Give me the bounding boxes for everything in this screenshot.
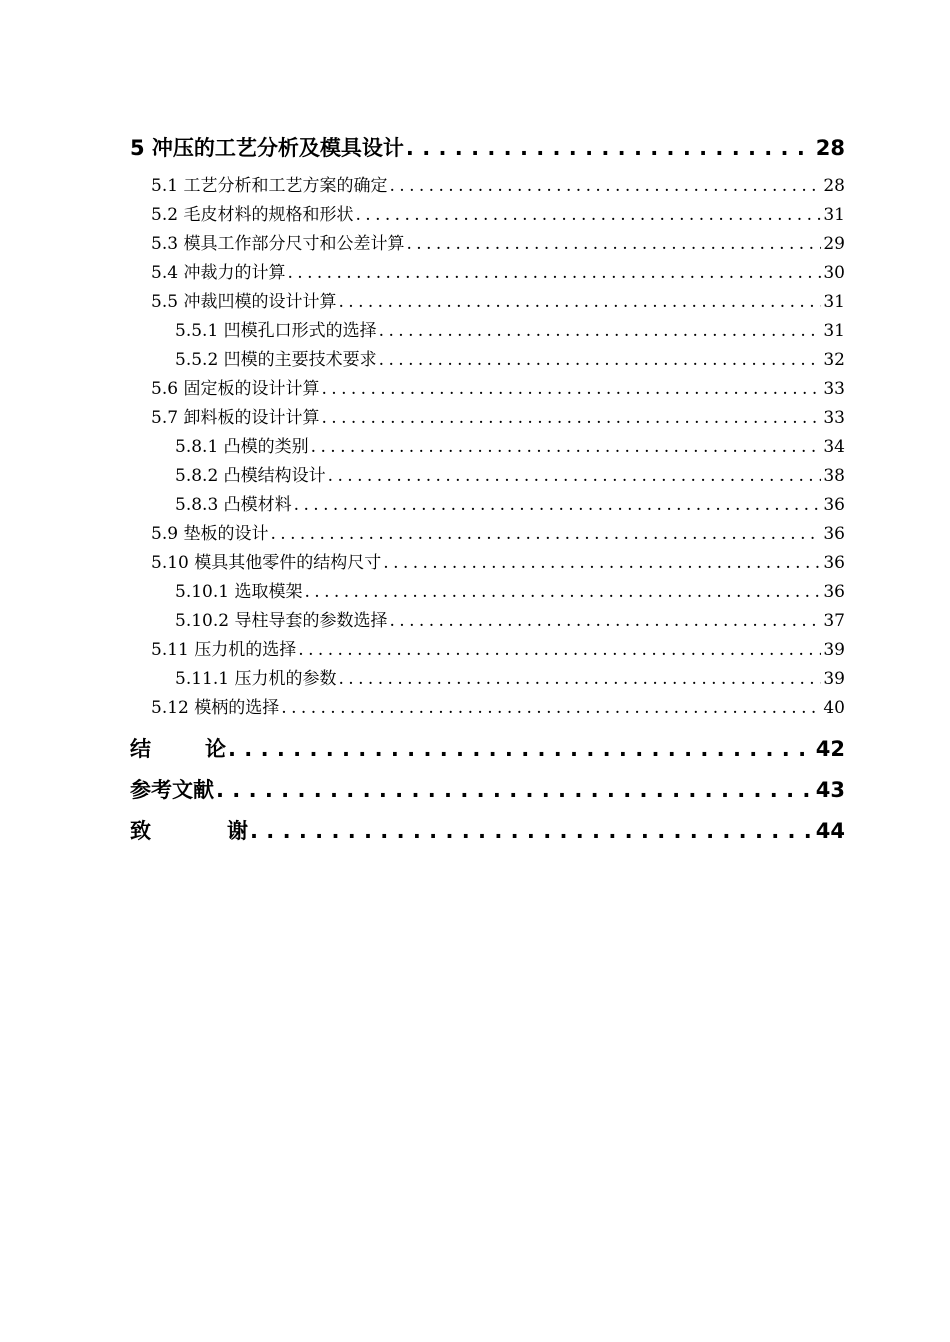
toc-entry-title: 5.4 冲裁力的计算 [151, 263, 286, 283]
toc-entry-page: 40 [823, 698, 845, 718]
toc-entry-page: 30 [823, 263, 845, 283]
toc-entry-5-12[interactable] [130, 694, 845, 723]
dot-leader [406, 230, 821, 259]
toc-entry-5-2[interactable] [130, 201, 845, 230]
toc-entry-title: 5.8.1 凸模的类别 [175, 437, 309, 457]
toc-entry-5-11[interactable] [130, 636, 845, 665]
toc-entry-title: 5.6 固定板的设计计算 [151, 379, 320, 399]
toc-entry-5-3[interactable] [130, 230, 845, 259]
toc-entry-page: 33 [823, 379, 845, 399]
dot-leader [383, 549, 821, 578]
toc-entry-5-10-1[interactable] [130, 578, 845, 607]
toc-entry-5-11-1[interactable] [130, 665, 845, 694]
dot-leader [304, 578, 821, 607]
toc-entry-page: 29 [823, 234, 845, 254]
toc-entry-page: 37 [823, 611, 845, 631]
toc-entry-5-8-2[interactable] [130, 462, 845, 491]
toc-entry-title: 5.3 模具工作部分尺寸和公差计算 [151, 234, 405, 254]
dot-leader [281, 694, 821, 723]
toc-entry-page: 28 [815, 136, 845, 160]
toc-entry-page: 28 [823, 176, 845, 196]
dot-leader [216, 773, 814, 807]
dot-leader [379, 346, 822, 375]
toc-entry-title: 5.11 压力机的选择 [151, 640, 297, 660]
toc-entry-page: 31 [823, 292, 845, 312]
dot-leader [321, 404, 821, 433]
dot-leader [270, 520, 821, 549]
dot-leader [328, 462, 822, 491]
toc-entry-page: 44 [815, 819, 845, 843]
dot-leader [311, 433, 822, 462]
toc-entry-page: 38 [823, 466, 845, 486]
toc-entry-title: 5.8.3 凸模材料 [175, 495, 292, 515]
dot-leader [406, 131, 814, 165]
toc-entry-page: 36 [823, 553, 845, 573]
toc-entry-page: 31 [823, 205, 845, 225]
dot-leader [287, 259, 821, 288]
toc-entry-title: 致 谢 [130, 819, 248, 843]
dot-leader [338, 288, 821, 317]
toc-entry-chapter-5[interactable] [130, 131, 845, 172]
toc-entry-5-5-1[interactable] [130, 317, 845, 346]
toc-entry-title: 5.2 毛皮材料的规格和形状 [151, 205, 354, 225]
toc-entry-page: 33 [823, 408, 845, 428]
toc-entry-5-10-2[interactable] [130, 607, 845, 636]
toc-entry-references[interactable] [130, 773, 845, 814]
toc-entry-page: 42 [815, 737, 845, 761]
toc-entry-title: 5.5.1 凹模孔口形式的选择 [175, 321, 377, 341]
toc-entry-thanks[interactable] [130, 814, 845, 855]
toc-entry-5-8-3[interactable] [130, 491, 845, 520]
toc-entry-5-7[interactable] [130, 404, 845, 433]
toc-entry-5-4[interactable] [130, 259, 845, 288]
toc-entry-title: 5 冲压的工艺分析及模具设计 [130, 136, 404, 160]
toc-entry-page: 36 [823, 495, 845, 515]
toc-entry-5-1[interactable] [130, 172, 845, 201]
dot-leader [389, 172, 821, 201]
toc-entry-title: 5.10 模具其他零件的结构尺寸 [151, 553, 382, 573]
toc-entry-page: 32 [823, 350, 845, 370]
toc-entry-title: 5.5.2 凹模的主要技术要求 [175, 350, 377, 370]
toc-entry-title: 5.12 模柄的选择 [151, 698, 280, 718]
toc-entry-page: 34 [823, 437, 845, 457]
toc-entry-title: 5.10.2 导柱导套的参数选择 [175, 611, 388, 631]
toc-entry-conclusion[interactable] [130, 732, 845, 773]
toc-entry-title: 结 论 [130, 737, 226, 761]
toc-entry-page: 39 [823, 640, 845, 660]
toc-entry-5-5[interactable] [130, 288, 845, 317]
dot-leader [389, 607, 821, 636]
toc-entry-5-6[interactable] [130, 375, 845, 404]
toc-entry-page: 43 [815, 778, 845, 802]
dot-leader [355, 201, 821, 230]
table-of-contents [130, 131, 845, 855]
dot-leader [321, 375, 821, 404]
toc-entry-page: 36 [823, 582, 845, 602]
dot-leader [294, 491, 822, 520]
toc-entry-title: 5.10.1 选取模架 [175, 582, 303, 602]
toc-entry-title: 5.1 工艺分析和工艺方案的确定 [151, 176, 388, 196]
toc-entry-title: 5.9 垫板的设计 [151, 524, 269, 544]
toc-entry-5-9[interactable] [130, 520, 845, 549]
toc-entry-page: 31 [823, 321, 845, 341]
dot-leader [228, 732, 814, 766]
dot-leader [338, 665, 821, 694]
toc-entry-title: 5.8.2 凸模结构设计 [175, 466, 326, 486]
toc-entry-5-5-2[interactable] [130, 346, 845, 375]
dot-leader [298, 636, 821, 665]
toc-entry-title: 5.5 冲裁凹模的设计计算 [151, 292, 337, 312]
dot-leader [250, 814, 814, 848]
toc-entry-page: 39 [823, 669, 845, 689]
toc-entry-title: 5.7 卸料板的设计计算 [151, 408, 320, 428]
toc-entry-5-8-1[interactable] [130, 433, 845, 462]
toc-entry-page: 36 [823, 524, 845, 544]
toc-entry-title: 参考文献 [130, 778, 214, 802]
toc-entry-title: 5.11.1 压力机的参数 [175, 669, 337, 689]
dot-leader [379, 317, 822, 346]
toc-entry-5-10[interactable] [130, 549, 845, 578]
